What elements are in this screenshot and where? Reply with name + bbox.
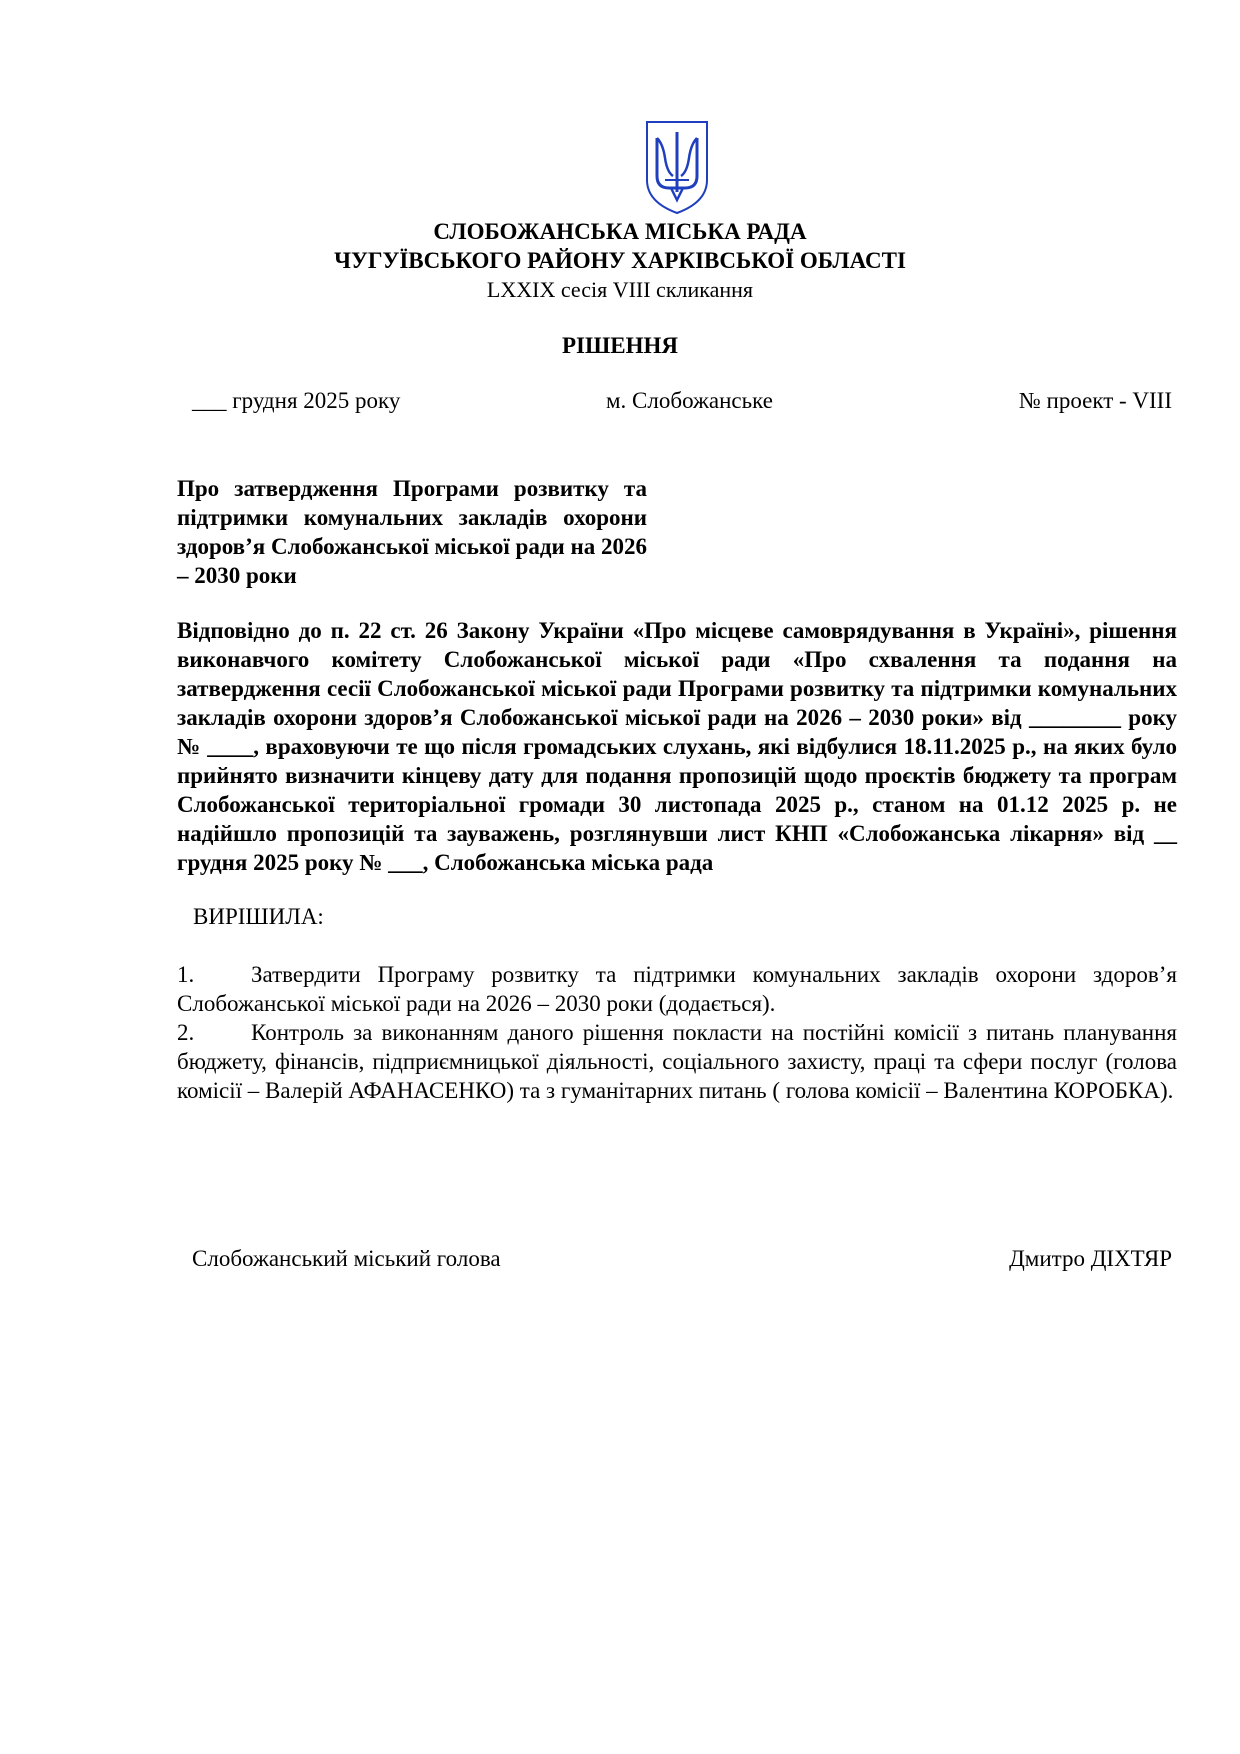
- preamble-text: Відповідно до п. 22 ст. 26 Закону України «Про місцеве самоврядування в Україні», рішення виконавчого комітету Слобожанської міської ради «Про схвалення та подання на затвердження сесії Слобожанської міської ради Програми розвитку та підтримки комунальних закладів охорони здоров’я Слобожанської міської ради на 2026 – 2030 роки» від ________ року № ____, враховуючи те що після громадських слухань, які відбулися 18.11.2025 р., на яких було прийнято визначити кінцеву дату для подання пропозицій щодо проєктів бюджету та програм Слобожанської територіальної громади 30 листопада 2025 р., станом на 01.12 2025 р. не надійшло пропозицій та зауважень, розглянувши лист КНП «Слобожанська лікарня» від __ грудня 2025 року № ___, Слобожанська міська рада: [177, 618, 1177, 875]
- resolved-label: ВИРІШИЛА:: [193, 904, 324, 929]
- coat-of-arms-icon: [643, 118, 711, 216]
- decision-item: [177, 960, 1177, 1018]
- decision-date: ___ грудня 2025 року: [192, 388, 401, 413]
- decision-title: РІШЕННЯ: [562, 333, 678, 358]
- decision-subject: Про затвердження Програми розвитку та підтримки комунальних закладів охорони здоров’я Слобожанської міської ради на 2026 – 2030 роки: [177, 476, 647, 588]
- decision-number: № проект - VIII: [1018, 388, 1172, 413]
- item-text: Контроль за виконанням даного рішення покласти на постійні комісії з питань планування бюджету, фінансів, підприємницької діяльності, соціального захисту, праці та сфери послуг (голова комісії – Валерій АФАНАСЕНКО) та з гуманітарних питань ( голова комісії – Валентина КОРОБКА).: [177, 1020, 1177, 1103]
- council-name: СЛОБОЖАНСЬКА МІСЬКА РАДА: [433, 219, 807, 244]
- item-text: Затвердити Програму розвитку та підтримки комунальних закладів охорони здоров’я Слобожанської міської ради на 2026 – 2030 роки (додається).: [177, 962, 1177, 1016]
- decision-place: м. Слобожанське: [606, 388, 773, 413]
- decision-items: [177, 960, 1177, 1105]
- item-number: 1.: [177, 962, 195, 987]
- signatory-position: Слобожанський міський голова: [192, 1246, 501, 1271]
- signatory-name: Дмитро ДІХТЯР: [1009, 1246, 1172, 1271]
- district-name: ЧУГУЇВСЬКОГО РАЙОНУ ХАРКІВСЬКОЇ ОБЛАСТІ: [334, 248, 906, 273]
- decision-item: [177, 1018, 1177, 1105]
- session-name: LXXIX сесія VIII скликання: [486, 277, 754, 302]
- signature-row: [192, 1246, 1172, 1276]
- item-number: 2.: [177, 1020, 195, 1045]
- meta-row: [192, 388, 1172, 418]
